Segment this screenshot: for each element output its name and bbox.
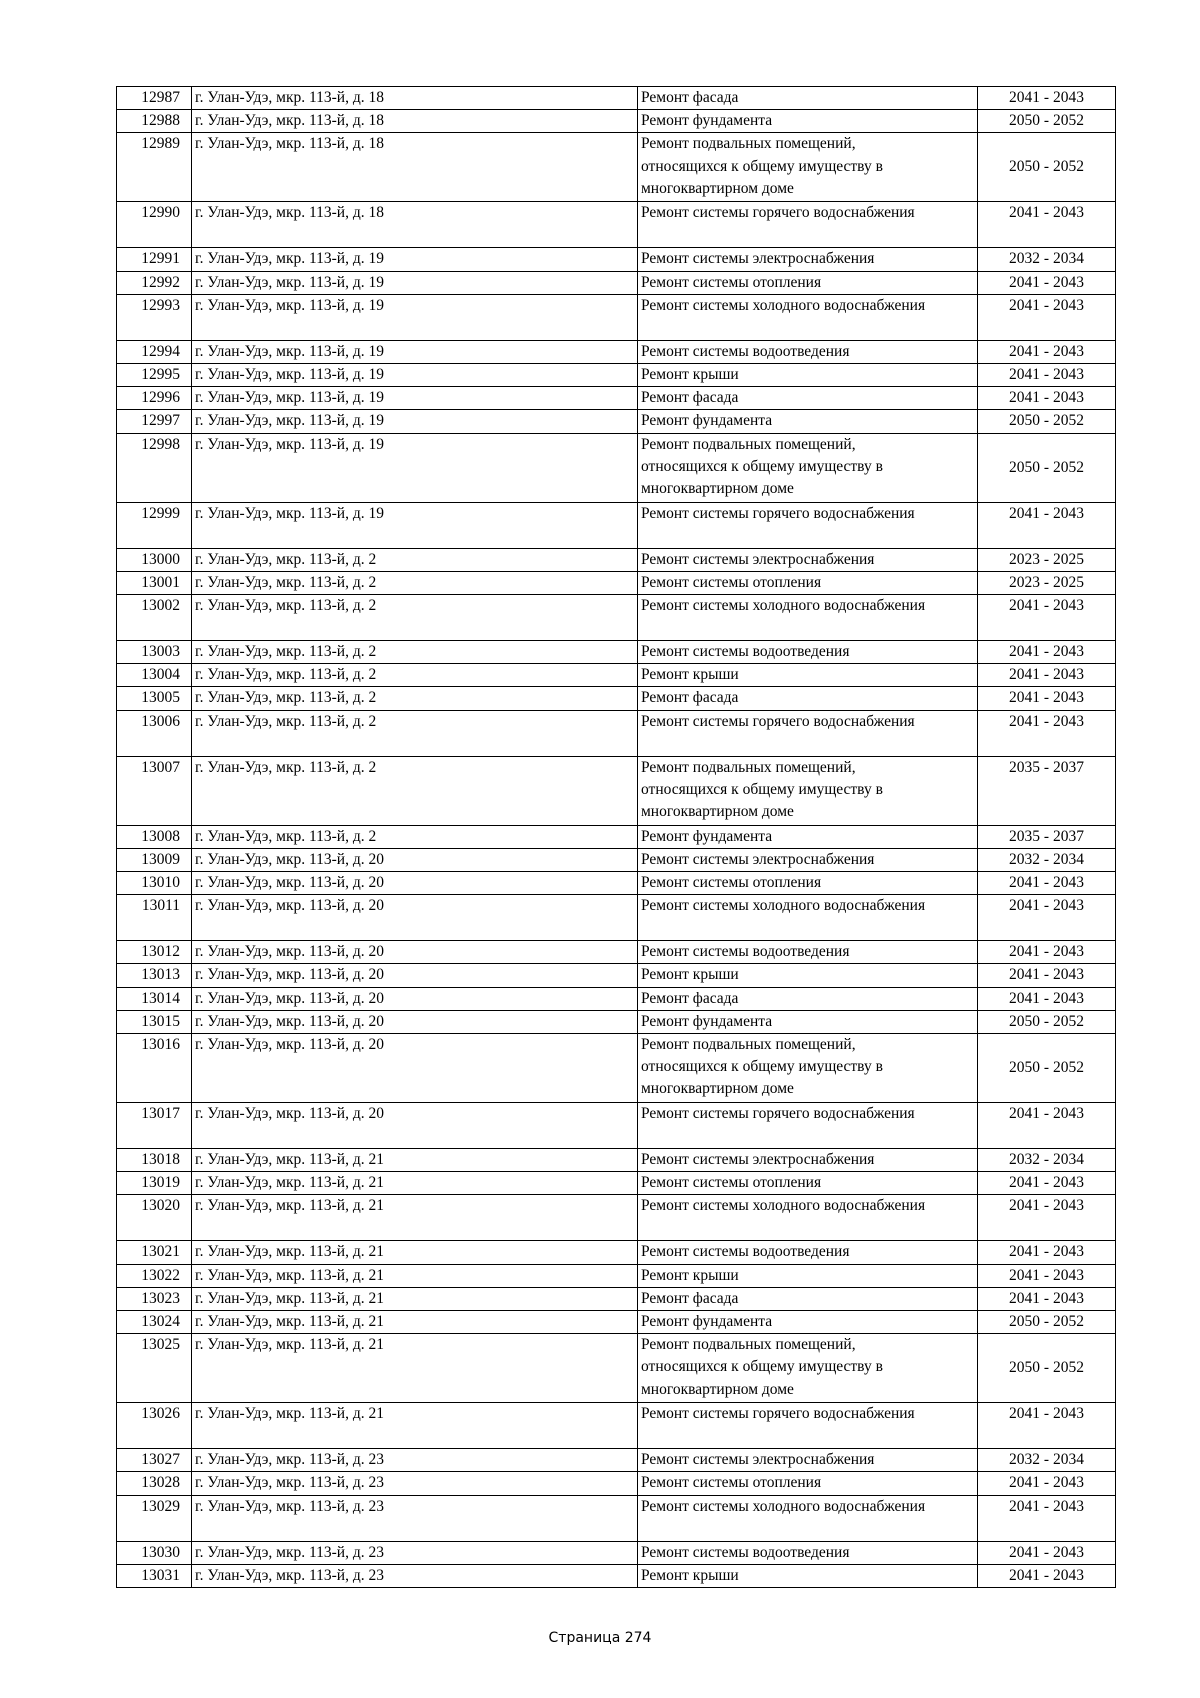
table-row xyxy=(117,1195,1116,1241)
address-cell: г. Улан-Удэ, мкр. 113-й, д. 2 xyxy=(192,641,638,664)
work-type-cell: Ремонт системы электроснабжения xyxy=(638,548,978,571)
period-cell: 2041 - 2043 xyxy=(978,872,1116,895)
row-number-cell: 13020 xyxy=(117,1195,192,1241)
row-number-cell: 13029 xyxy=(117,1495,192,1541)
work-type-cell: Ремонт крыши xyxy=(638,1564,978,1587)
address-cell: г. Улан-Удэ, мкр. 113-й, д. 21 xyxy=(192,1149,638,1172)
work-type-cell: Ремонт фасада xyxy=(638,387,978,410)
address-cell: г. Улан-Удэ, мкр. 113-й, д. 21 xyxy=(192,1172,638,1195)
period-cell: 2041 - 2043 xyxy=(978,1541,1116,1564)
work-type-cell: Ремонт фасада xyxy=(638,87,978,110)
address-cell: г. Улан-Удэ, мкр. 113-й, д. 20 xyxy=(192,895,638,941)
address-cell: г. Улан-Удэ, мкр. 113-й, д. 18 xyxy=(192,87,638,110)
period-cell: 2032 - 2034 xyxy=(978,248,1116,271)
table-row xyxy=(117,294,1116,340)
address-cell: г. Улан-Удэ, мкр. 113-й, д. 19 xyxy=(192,387,638,410)
period-cell: 2041 - 2043 xyxy=(978,964,1116,987)
period-cell: 2041 - 2043 xyxy=(978,1287,1116,1310)
period-cell: 2041 - 2043 xyxy=(978,1495,1116,1541)
address-cell: г. Улан-Удэ, мкр. 113-й, д. 2 xyxy=(192,571,638,594)
work-type-cell: Ремонт системы водоотведения xyxy=(638,1241,978,1264)
address-cell: г. Улан-Удэ, мкр. 113-й, д. 19 xyxy=(192,410,638,433)
row-number-cell: 13023 xyxy=(117,1287,192,1310)
table-row xyxy=(117,1010,1116,1033)
table-row xyxy=(117,364,1116,387)
work-type-cell: Ремонт фундамента xyxy=(638,410,978,433)
address-cell: г. Улан-Удэ, мкр. 113-й, д. 19 xyxy=(192,294,638,340)
period-cell: 2032 - 2034 xyxy=(978,848,1116,871)
table-row xyxy=(117,987,1116,1010)
work-type-cell: Ремонт фасада xyxy=(638,1287,978,1310)
period-cell: 2041 - 2043 xyxy=(978,1195,1116,1241)
work-type-cell: Ремонт системы водоотведения xyxy=(638,340,978,363)
period-cell: 2041 - 2043 xyxy=(978,641,1116,664)
work-type-cell: Ремонт системы холодного водоснабжения xyxy=(638,1495,978,1541)
work-type-cell: Ремонт системы водоотведения xyxy=(638,1541,978,1564)
address-cell: г. Улан-Удэ, мкр. 113-й, д. 21 xyxy=(192,1195,638,1241)
work-type-cell: Ремонт фундамента xyxy=(638,110,978,133)
address-cell: г. Улан-Удэ, мкр. 113-й, д. 18 xyxy=(192,110,638,133)
address-cell: г. Улан-Удэ, мкр. 113-й, д. 19 xyxy=(192,271,638,294)
work-type-cell: Ремонт подвальных помещений, относящихся к общему имуществу в многоквартирном доме xyxy=(638,756,978,825)
table-row xyxy=(117,1103,1116,1149)
repair-schedule-table xyxy=(116,86,1116,1588)
table-row xyxy=(117,248,1116,271)
row-number-cell: 12996 xyxy=(117,387,192,410)
table-row xyxy=(117,848,1116,871)
address-cell: г. Улан-Удэ, мкр. 113-й, д. 23 xyxy=(192,1564,638,1587)
address-cell: г. Улан-Удэ, мкр. 113-й, д. 21 xyxy=(192,1403,638,1449)
work-type-cell: Ремонт подвальных помещений, относящихся к общему имуществу в многоквартирном доме xyxy=(638,1334,978,1403)
table-row xyxy=(117,756,1116,825)
row-number-cell: 12991 xyxy=(117,248,192,271)
table-row xyxy=(117,872,1116,895)
row-number-cell: 13018 xyxy=(117,1149,192,1172)
period-cell: 2032 - 2034 xyxy=(978,1149,1116,1172)
period-cell: 2041 - 2043 xyxy=(978,1241,1116,1264)
period-cell: 2041 - 2043 xyxy=(978,987,1116,1010)
table-row xyxy=(117,1172,1116,1195)
period-cell: 2050 - 2052 xyxy=(978,1334,1116,1403)
row-number-cell: 13015 xyxy=(117,1010,192,1033)
period-cell: 2041 - 2043 xyxy=(978,1264,1116,1287)
table-row xyxy=(117,595,1116,641)
period-cell: 2041 - 2043 xyxy=(978,1103,1116,1149)
address-cell: г. Улан-Удэ, мкр. 113-й, д. 2 xyxy=(192,687,638,710)
period-cell: 2041 - 2043 xyxy=(978,1564,1116,1587)
address-cell: г. Улан-Удэ, мкр. 113-й, д. 21 xyxy=(192,1264,638,1287)
period-cell: 2041 - 2043 xyxy=(978,710,1116,756)
work-type-cell: Ремонт крыши xyxy=(638,364,978,387)
work-type-cell: Ремонт системы электроснабжения xyxy=(638,248,978,271)
work-type-cell: Ремонт подвальных помещений, относящихся к общему имуществу в многоквартирном доме xyxy=(638,133,978,202)
work-type-cell: Ремонт крыши xyxy=(638,664,978,687)
period-cell: 2050 - 2052 xyxy=(978,1010,1116,1033)
work-type-cell: Ремонт системы горячего водоснабжения xyxy=(638,1403,978,1449)
row-number-cell: 13003 xyxy=(117,641,192,664)
period-cell: 2050 - 2052 xyxy=(978,110,1116,133)
address-cell: г. Улан-Удэ, мкр. 113-й, д. 20 xyxy=(192,941,638,964)
address-cell: г. Улан-Удэ, мкр. 113-й, д. 20 xyxy=(192,964,638,987)
period-cell: 2023 - 2025 xyxy=(978,571,1116,594)
row-number-cell: 13002 xyxy=(117,595,192,641)
address-cell: г. Улан-Удэ, мкр. 113-й, д. 23 xyxy=(192,1449,638,1472)
row-number-cell: 13024 xyxy=(117,1311,192,1334)
period-cell: 2050 - 2052 xyxy=(978,1311,1116,1334)
row-number-cell: 12995 xyxy=(117,364,192,387)
table-row xyxy=(117,571,1116,594)
work-type-cell: Ремонт системы горячего водоснабжения xyxy=(638,502,978,548)
period-cell: 2041 - 2043 xyxy=(978,1172,1116,1195)
table-row xyxy=(117,687,1116,710)
work-type-cell: Ремонт системы водоотведения xyxy=(638,641,978,664)
address-cell: г. Улан-Удэ, мкр. 113-й, д. 20 xyxy=(192,1103,638,1149)
row-number-cell: 13010 xyxy=(117,872,192,895)
address-cell: г. Улан-Удэ, мкр. 113-й, д. 21 xyxy=(192,1241,638,1264)
period-cell: 2035 - 2037 xyxy=(978,825,1116,848)
address-cell: г. Улан-Удэ, мкр. 113-й, д. 2 xyxy=(192,548,638,571)
table-row xyxy=(117,964,1116,987)
table-row xyxy=(117,1334,1116,1403)
address-cell: г. Улан-Удэ, мкр. 113-й, д. 21 xyxy=(192,1334,638,1403)
row-number-cell: 13030 xyxy=(117,1541,192,1564)
address-cell: г. Улан-Удэ, мкр. 113-й, д. 20 xyxy=(192,872,638,895)
row-number-cell: 13021 xyxy=(117,1241,192,1264)
work-type-cell: Ремонт системы электроснабжения xyxy=(638,1449,978,1472)
row-number-cell: 13004 xyxy=(117,664,192,687)
period-cell: 2041 - 2043 xyxy=(978,202,1116,248)
period-cell: 2041 - 2043 xyxy=(978,502,1116,548)
table-row xyxy=(117,1403,1116,1449)
table-row xyxy=(117,825,1116,848)
table-row xyxy=(117,1311,1116,1334)
work-type-cell: Ремонт системы холодного водоснабжения xyxy=(638,1195,978,1241)
row-number-cell: 13007 xyxy=(117,756,192,825)
address-cell: г. Улан-Удэ, мкр. 113-й, д. 21 xyxy=(192,1287,638,1310)
row-number-cell: 13012 xyxy=(117,941,192,964)
work-type-cell: Ремонт системы холодного водоснабжения xyxy=(638,294,978,340)
period-cell: 2050 - 2052 xyxy=(978,133,1116,202)
row-number-cell: 13017 xyxy=(117,1103,192,1149)
work-type-cell: Ремонт системы отопления xyxy=(638,271,978,294)
address-cell: г. Улан-Удэ, мкр. 113-й, д. 19 xyxy=(192,502,638,548)
address-cell: г. Улан-Удэ, мкр. 113-й, д. 18 xyxy=(192,133,638,202)
table-row xyxy=(117,133,1116,202)
row-number-cell: 12993 xyxy=(117,294,192,340)
table-row xyxy=(117,1495,1116,1541)
work-type-cell: Ремонт фасада xyxy=(638,687,978,710)
work-type-cell: Ремонт подвальных помещений, относящихся к общему имуществу в многоквартирном доме xyxy=(638,433,978,502)
row-number-cell: 13031 xyxy=(117,1564,192,1587)
work-type-cell: Ремонт системы отопления xyxy=(638,571,978,594)
address-cell: г. Улан-Удэ, мкр. 113-й, д. 23 xyxy=(192,1472,638,1495)
table-row xyxy=(117,87,1116,110)
row-number-cell: 13025 xyxy=(117,1334,192,1403)
row-number-cell: 13028 xyxy=(117,1472,192,1495)
row-number-cell: 12998 xyxy=(117,433,192,502)
table-row xyxy=(117,1564,1116,1587)
table-row xyxy=(117,1149,1116,1172)
table-row xyxy=(117,710,1116,756)
period-cell: 2041 - 2043 xyxy=(978,364,1116,387)
row-number-cell: 13000 xyxy=(117,548,192,571)
period-cell: 2023 - 2025 xyxy=(978,548,1116,571)
period-cell: 2050 - 2052 xyxy=(978,410,1116,433)
address-cell: г. Улан-Удэ, мкр. 113-й, д. 20 xyxy=(192,1010,638,1033)
row-number-cell: 13014 xyxy=(117,987,192,1010)
work-type-cell: Ремонт системы электроснабжения xyxy=(638,848,978,871)
period-cell: 2041 - 2043 xyxy=(978,87,1116,110)
address-cell: г. Улан-Удэ, мкр. 113-й, д. 18 xyxy=(192,202,638,248)
address-cell: г. Улан-Удэ, мкр. 113-й, д. 19 xyxy=(192,248,638,271)
table-row xyxy=(117,1472,1116,1495)
table-row xyxy=(117,641,1116,664)
work-type-cell: Ремонт системы отопления xyxy=(638,872,978,895)
row-number-cell: 13027 xyxy=(117,1449,192,1472)
period-cell: 2041 - 2043 xyxy=(978,941,1116,964)
page-number: Страница 274 xyxy=(548,1630,652,1646)
address-cell: г. Улан-Удэ, мкр. 113-й, д. 23 xyxy=(192,1495,638,1541)
row-number-cell: 12997 xyxy=(117,410,192,433)
work-type-cell: Ремонт крыши xyxy=(638,1264,978,1287)
table-row xyxy=(117,271,1116,294)
work-type-cell: Ремонт системы отопления xyxy=(638,1172,978,1195)
table-row xyxy=(117,1034,1116,1103)
work-type-cell: Ремонт системы горячего водоснабжения xyxy=(638,202,978,248)
table-row xyxy=(117,548,1116,571)
table-row xyxy=(117,1264,1116,1287)
work-type-cell: Ремонт фундамента xyxy=(638,825,978,848)
row-number-cell: 12999 xyxy=(117,502,192,548)
work-type-cell: Ремонт подвальных помещений, относящихся к общему имуществу в многоквартирном доме xyxy=(638,1034,978,1103)
period-cell: 2041 - 2043 xyxy=(978,387,1116,410)
period-cell: 2041 - 2043 xyxy=(978,595,1116,641)
work-type-cell: Ремонт системы холодного водоснабжения xyxy=(638,895,978,941)
table-row xyxy=(117,895,1116,941)
row-number-cell: 12994 xyxy=(117,340,192,363)
table-row xyxy=(117,340,1116,363)
period-cell: 2050 - 2052 xyxy=(978,1034,1116,1103)
row-number-cell: 13008 xyxy=(117,825,192,848)
work-type-cell: Ремонт системы водоотведения xyxy=(638,941,978,964)
address-cell: г. Улан-Удэ, мкр. 113-й, д. 23 xyxy=(192,1541,638,1564)
period-cell: 2032 - 2034 xyxy=(978,1449,1116,1472)
row-number-cell: 13006 xyxy=(117,710,192,756)
address-cell: г. Улан-Удэ, мкр. 113-й, д. 21 xyxy=(192,1311,638,1334)
table-row xyxy=(117,1287,1116,1310)
address-cell: г. Улан-Удэ, мкр. 113-й, д. 2 xyxy=(192,595,638,641)
table-row xyxy=(117,502,1116,548)
work-type-cell: Ремонт фундамента xyxy=(638,1311,978,1334)
work-type-cell: Ремонт крыши xyxy=(638,964,978,987)
period-cell: 2041 - 2043 xyxy=(978,664,1116,687)
row-number-cell: 13019 xyxy=(117,1172,192,1195)
row-number-cell: 13022 xyxy=(117,1264,192,1287)
table-row xyxy=(117,433,1116,502)
table-row xyxy=(117,1241,1116,1264)
table-row xyxy=(117,110,1116,133)
period-cell: 2041 - 2043 xyxy=(978,340,1116,363)
row-number-cell: 12990 xyxy=(117,202,192,248)
address-cell: г. Улан-Удэ, мкр. 113-й, д. 2 xyxy=(192,756,638,825)
table-row xyxy=(117,664,1116,687)
address-cell: г. Улан-Удэ, мкр. 113-й, д. 20 xyxy=(192,848,638,871)
row-number-cell: 12988 xyxy=(117,110,192,133)
work-type-cell: Ремонт фасада xyxy=(638,987,978,1010)
work-type-cell: Ремонт системы электроснабжения xyxy=(638,1149,978,1172)
address-cell: г. Улан-Удэ, мкр. 113-й, д. 19 xyxy=(192,433,638,502)
row-number-cell: 13005 xyxy=(117,687,192,710)
work-type-cell: Ремонт фундамента xyxy=(638,1010,978,1033)
work-type-cell: Ремонт системы горячего водоснабжения xyxy=(638,710,978,756)
table-row xyxy=(117,410,1116,433)
row-number-cell: 12989 xyxy=(117,133,192,202)
table-row xyxy=(117,202,1116,248)
period-cell: 2035 - 2037 xyxy=(978,756,1116,825)
address-cell: г. Улан-Удэ, мкр. 113-й, д. 2 xyxy=(192,664,638,687)
work-type-cell: Ремонт системы горячего водоснабжения xyxy=(638,1103,978,1149)
address-cell: г. Улан-Удэ, мкр. 113-й, д. 2 xyxy=(192,710,638,756)
table-row xyxy=(117,941,1116,964)
row-number-cell: 13001 xyxy=(117,571,192,594)
address-cell: г. Улан-Удэ, мкр. 113-й, д. 20 xyxy=(192,987,638,1010)
row-number-cell: 13016 xyxy=(117,1034,192,1103)
address-cell: г. Улан-Удэ, мкр. 113-й, д. 19 xyxy=(192,340,638,363)
row-number-cell: 12992 xyxy=(117,271,192,294)
table-row xyxy=(117,1449,1116,1472)
period-cell: 2041 - 2043 xyxy=(978,895,1116,941)
period-cell: 2041 - 2043 xyxy=(978,294,1116,340)
table-row xyxy=(117,387,1116,410)
period-cell: 2041 - 2043 xyxy=(978,1472,1116,1495)
address-cell: г. Улан-Удэ, мкр. 113-й, д. 2 xyxy=(192,825,638,848)
period-cell: 2041 - 2043 xyxy=(978,687,1116,710)
period-cell: 2041 - 2043 xyxy=(978,1403,1116,1449)
address-cell: г. Улан-Удэ, мкр. 113-й, д. 19 xyxy=(192,364,638,387)
period-cell: 2041 - 2043 xyxy=(978,271,1116,294)
work-type-cell: Ремонт системы отопления xyxy=(638,1472,978,1495)
period-cell: 2050 - 2052 xyxy=(978,433,1116,502)
table-row xyxy=(117,1541,1116,1564)
address-cell: г. Улан-Удэ, мкр. 113-й, д. 20 xyxy=(192,1034,638,1103)
row-number-cell: 13013 xyxy=(117,964,192,987)
row-number-cell: 12987 xyxy=(117,87,192,110)
row-number-cell: 13011 xyxy=(117,895,192,941)
work-type-cell: Ремонт системы холодного водоснабжения xyxy=(638,595,978,641)
row-number-cell: 13026 xyxy=(117,1403,192,1449)
row-number-cell: 13009 xyxy=(117,848,192,871)
